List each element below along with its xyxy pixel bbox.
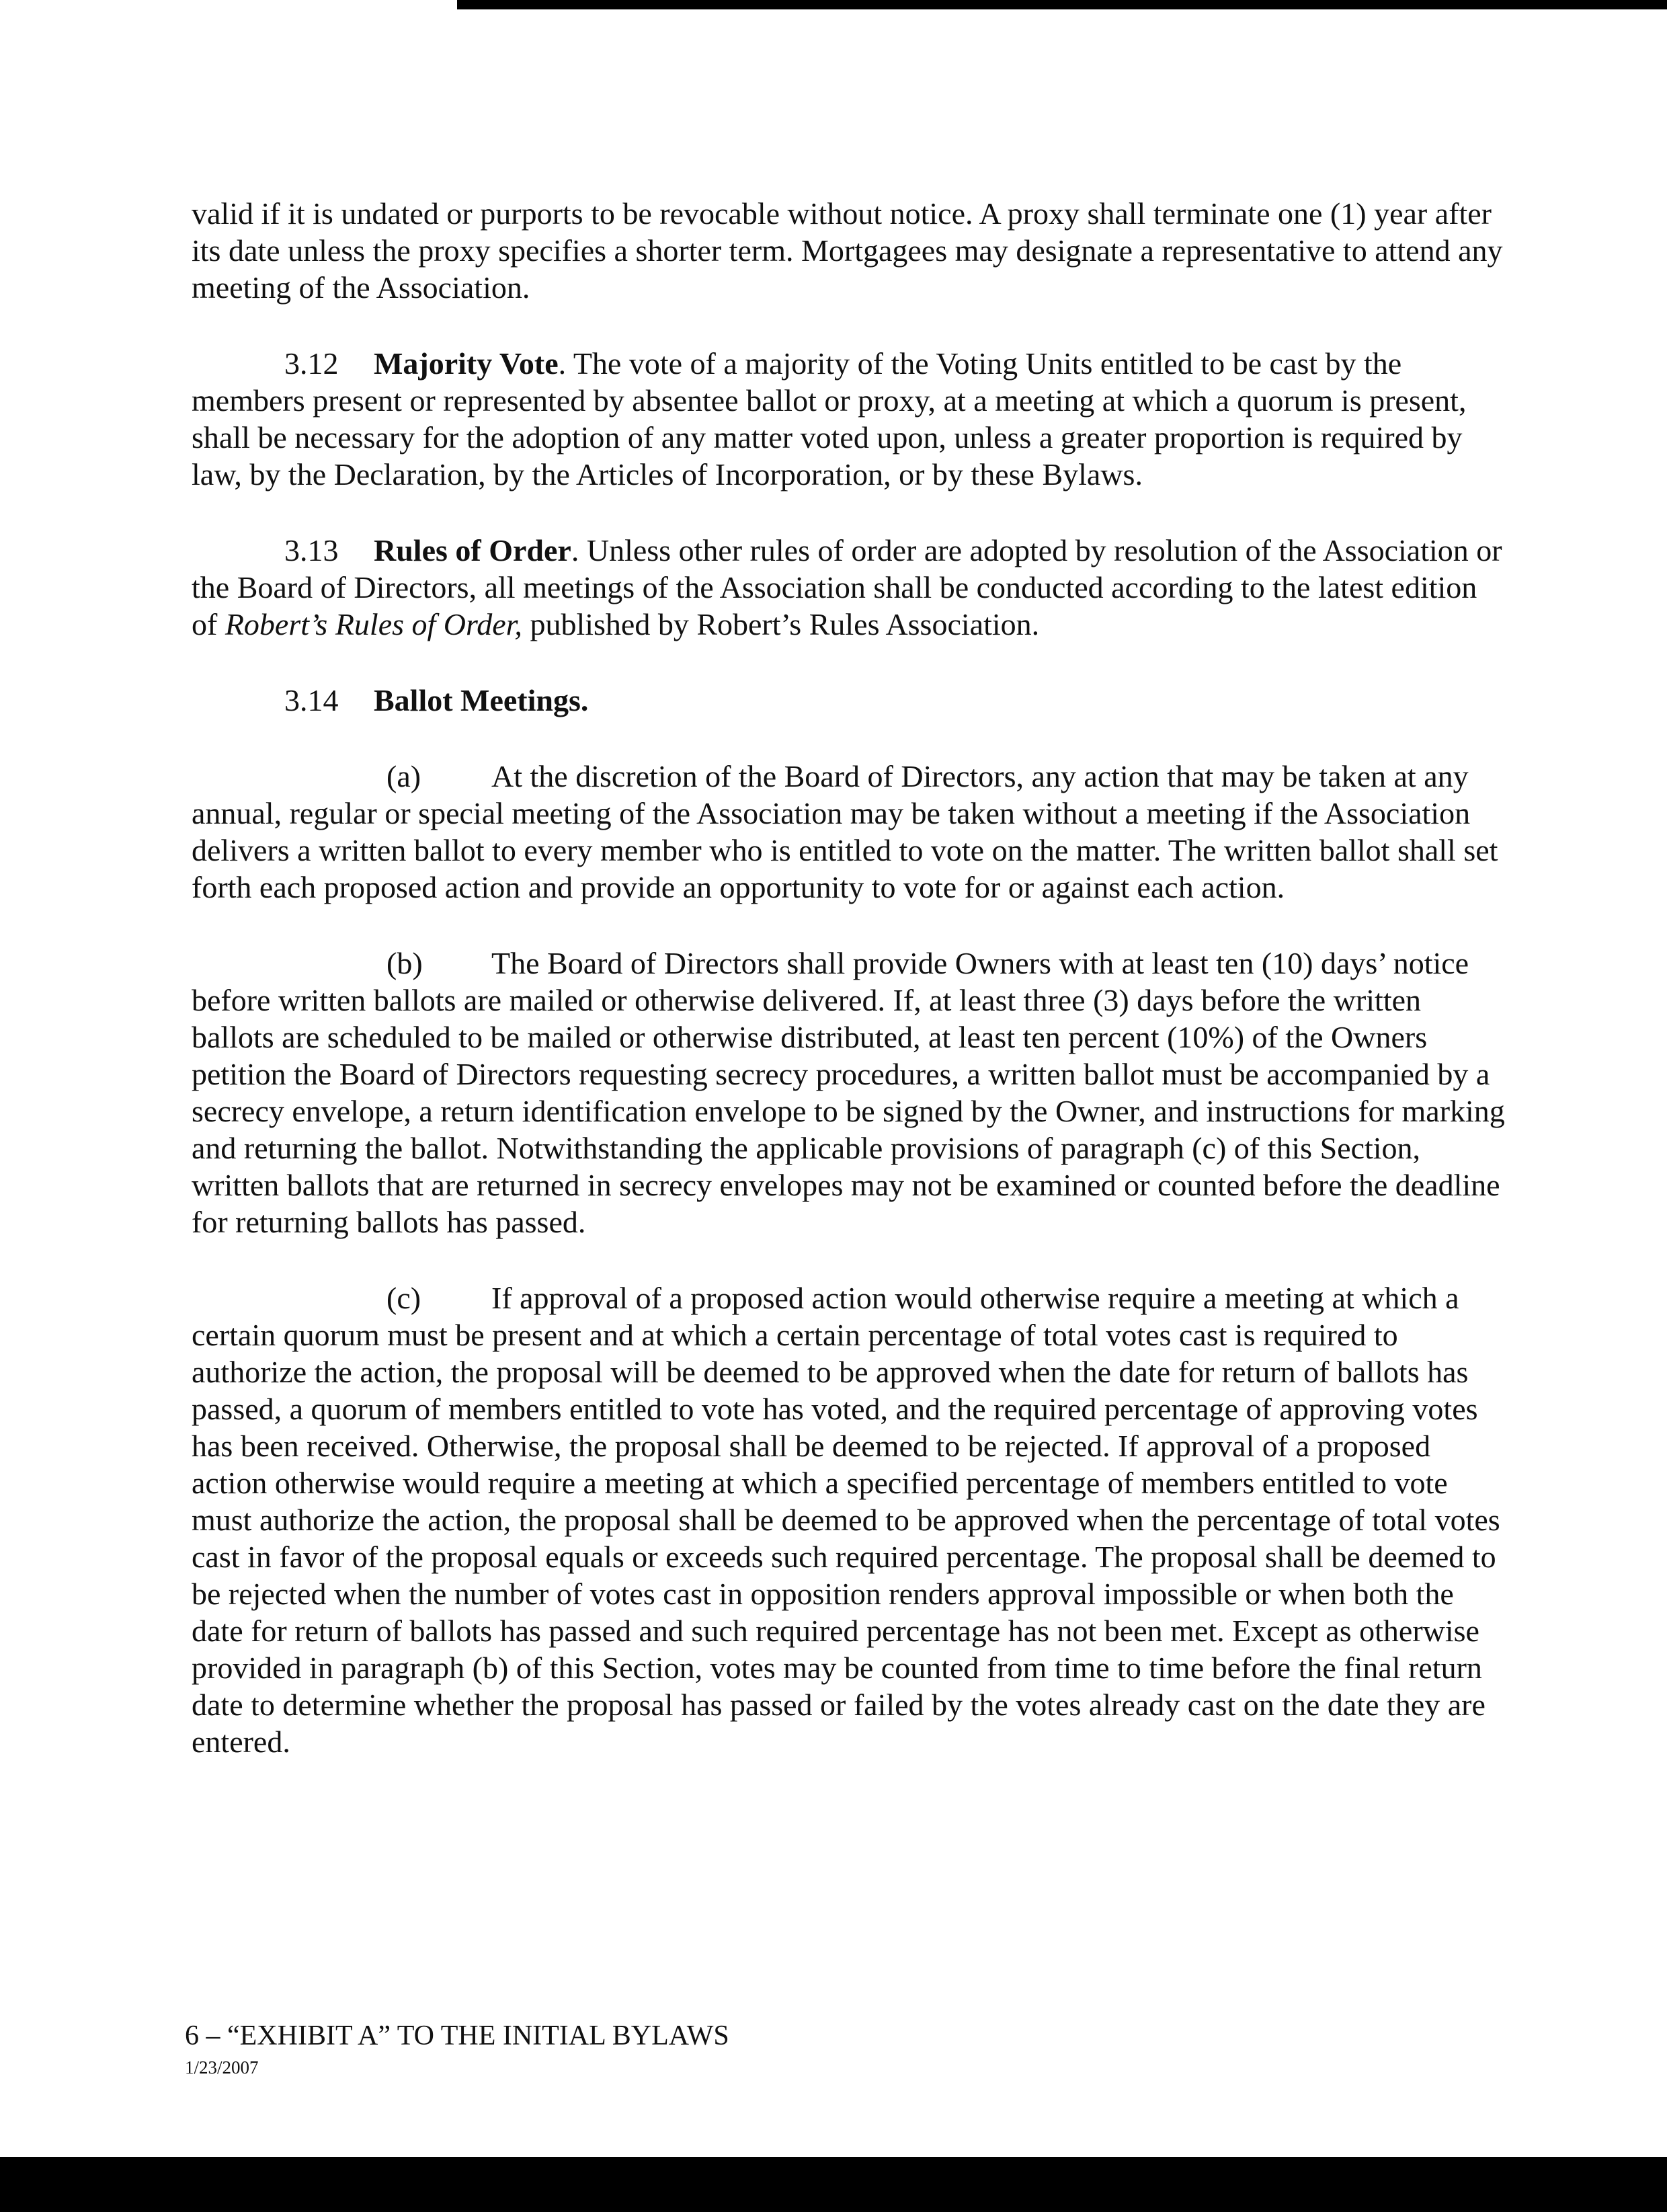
section-3-13 — [192, 532, 1509, 643]
section-heading: Rules of Order — [374, 533, 571, 567]
section-heading: Ballot Meetings — [374, 683, 581, 717]
scan-bottom-edge — [0, 2157, 1667, 2212]
scan-top-edge — [457, 0, 1667, 9]
subsection-text: At the discretion of the Board of Directors, any action that may be taken at any annual, regular or special meeting of the Association may be taken without a meeting if the Association delivers a written ballot to every member who is entitled to vote on the matter. The written ballot shall set forth each proposed action and provide an opportunity to vote for or against each action. — [192, 759, 1498, 904]
section-heading: Majority Vote — [374, 346, 559, 381]
page-body — [192, 195, 1509, 1799]
subsection-letter: (a) — [387, 759, 421, 793]
section-heading-punct: . — [580, 683, 589, 717]
section-text: Unless other rules of order are adopted by resolution of the Association or the Board of Directors, all meetings of the Association shall be conducted according to the latest edition of — [192, 533, 1502, 641]
subsection-text: If approval of a proposed action would otherwise require a meeting at which a certain quorum must be present and at which a certain percentage of total votes cast is required to authorize the action, the proposal will be deemed to be approved when the date for return of ballots has passed, a quorum of members entitled to vote has voted, and the required percentage of approving votes has been received. Otherwise, the proposal shall be deemed to be rejected. If approval of a proposed action otherwise would require a meeting at which a specified percentage of members entitled to vote must authorize the action, the proposal shall be deemed to be approved when the percentage of total votes cast in favor of the proposal equals or exceeds such required percentage. The proposal shall be deemed to be rejected when the number of votes cast in opposition renders approval impossible or when both the date for return of ballots has passed and such required percentage has not been met. Except as otherwise provided in paragraph (b) of this Section, votes may be counted from time to time before the final return date to determine whether the proposal has passed or failed by the votes already cast on the date they are entered. — [192, 1281, 1500, 1759]
section-3-12 — [192, 345, 1509, 493]
section-italic-title: Robert’s Rules of Order, — [225, 607, 522, 641]
section-heading-punct: . — [571, 533, 579, 567]
section-text-after: published by Robert’s Rules Association. — [522, 607, 1040, 641]
section-3-14 — [192, 682, 1509, 719]
subsection-text: The Board of Directors shall provide Owners with at least ten (10) days’ notice before written ballots are mailed or otherwise delivered. If, at least three (3) days before the written ballots are scheduled to be mailed or otherwise distributed, at least ten percent (10%) of the Owners petition the Board of Directors requesting secrecy procedures, a written ballot must be accompanied by a secrecy envelope, a return identification envelope to be signed by the Owner, and instructions for marking and returning the ballot. Notwithstanding the applicable provisions of paragraph (c) of this Section, written ballots that are returned in secrecy envelopes may not be examined or counted before the deadline for returning ballots has passed. — [192, 946, 1505, 1239]
continued-paragraph — [192, 195, 1509, 306]
section-heading-punct: . — [558, 346, 567, 381]
section-number: 3.13 — [284, 533, 339, 567]
subsection-letter: (b) — [387, 946, 423, 980]
continued-paragraph-text: valid if it is undated or purports to be revocable without notice. A proxy shall terminate one (1) year after its date unless the proxy specifies a shorter term. Mortgagees may designate a representative to attend any meeting of the Association. — [192, 196, 1503, 305]
subsection-a — [192, 758, 1509, 906]
subsection-b — [192, 945, 1509, 1240]
subsection-c — [192, 1279, 1509, 1760]
footer-date: 1/23/2007 — [185, 2057, 259, 2078]
section-number: 3.12 — [284, 346, 339, 381]
section-text: The vote of a majority of the Voting Units entitled to be cast by the members present or represented by absentee ballot or proxy, at a meeting at which a quorum is present, shall be necessary for the adoption of any matter voted upon, unless a greater proportion is required by law, by the Declaration, by the Articles of Incorporation, or by these Bylaws. — [192, 346, 1467, 491]
page-footer — [185, 2019, 729, 2080]
section-number: 3.14 — [284, 683, 339, 717]
footer-title: 6 – “EXHIBIT A” TO THE INITIAL BYLAWS — [185, 2020, 729, 2051]
subsection-letter: (c) — [387, 1281, 421, 1315]
